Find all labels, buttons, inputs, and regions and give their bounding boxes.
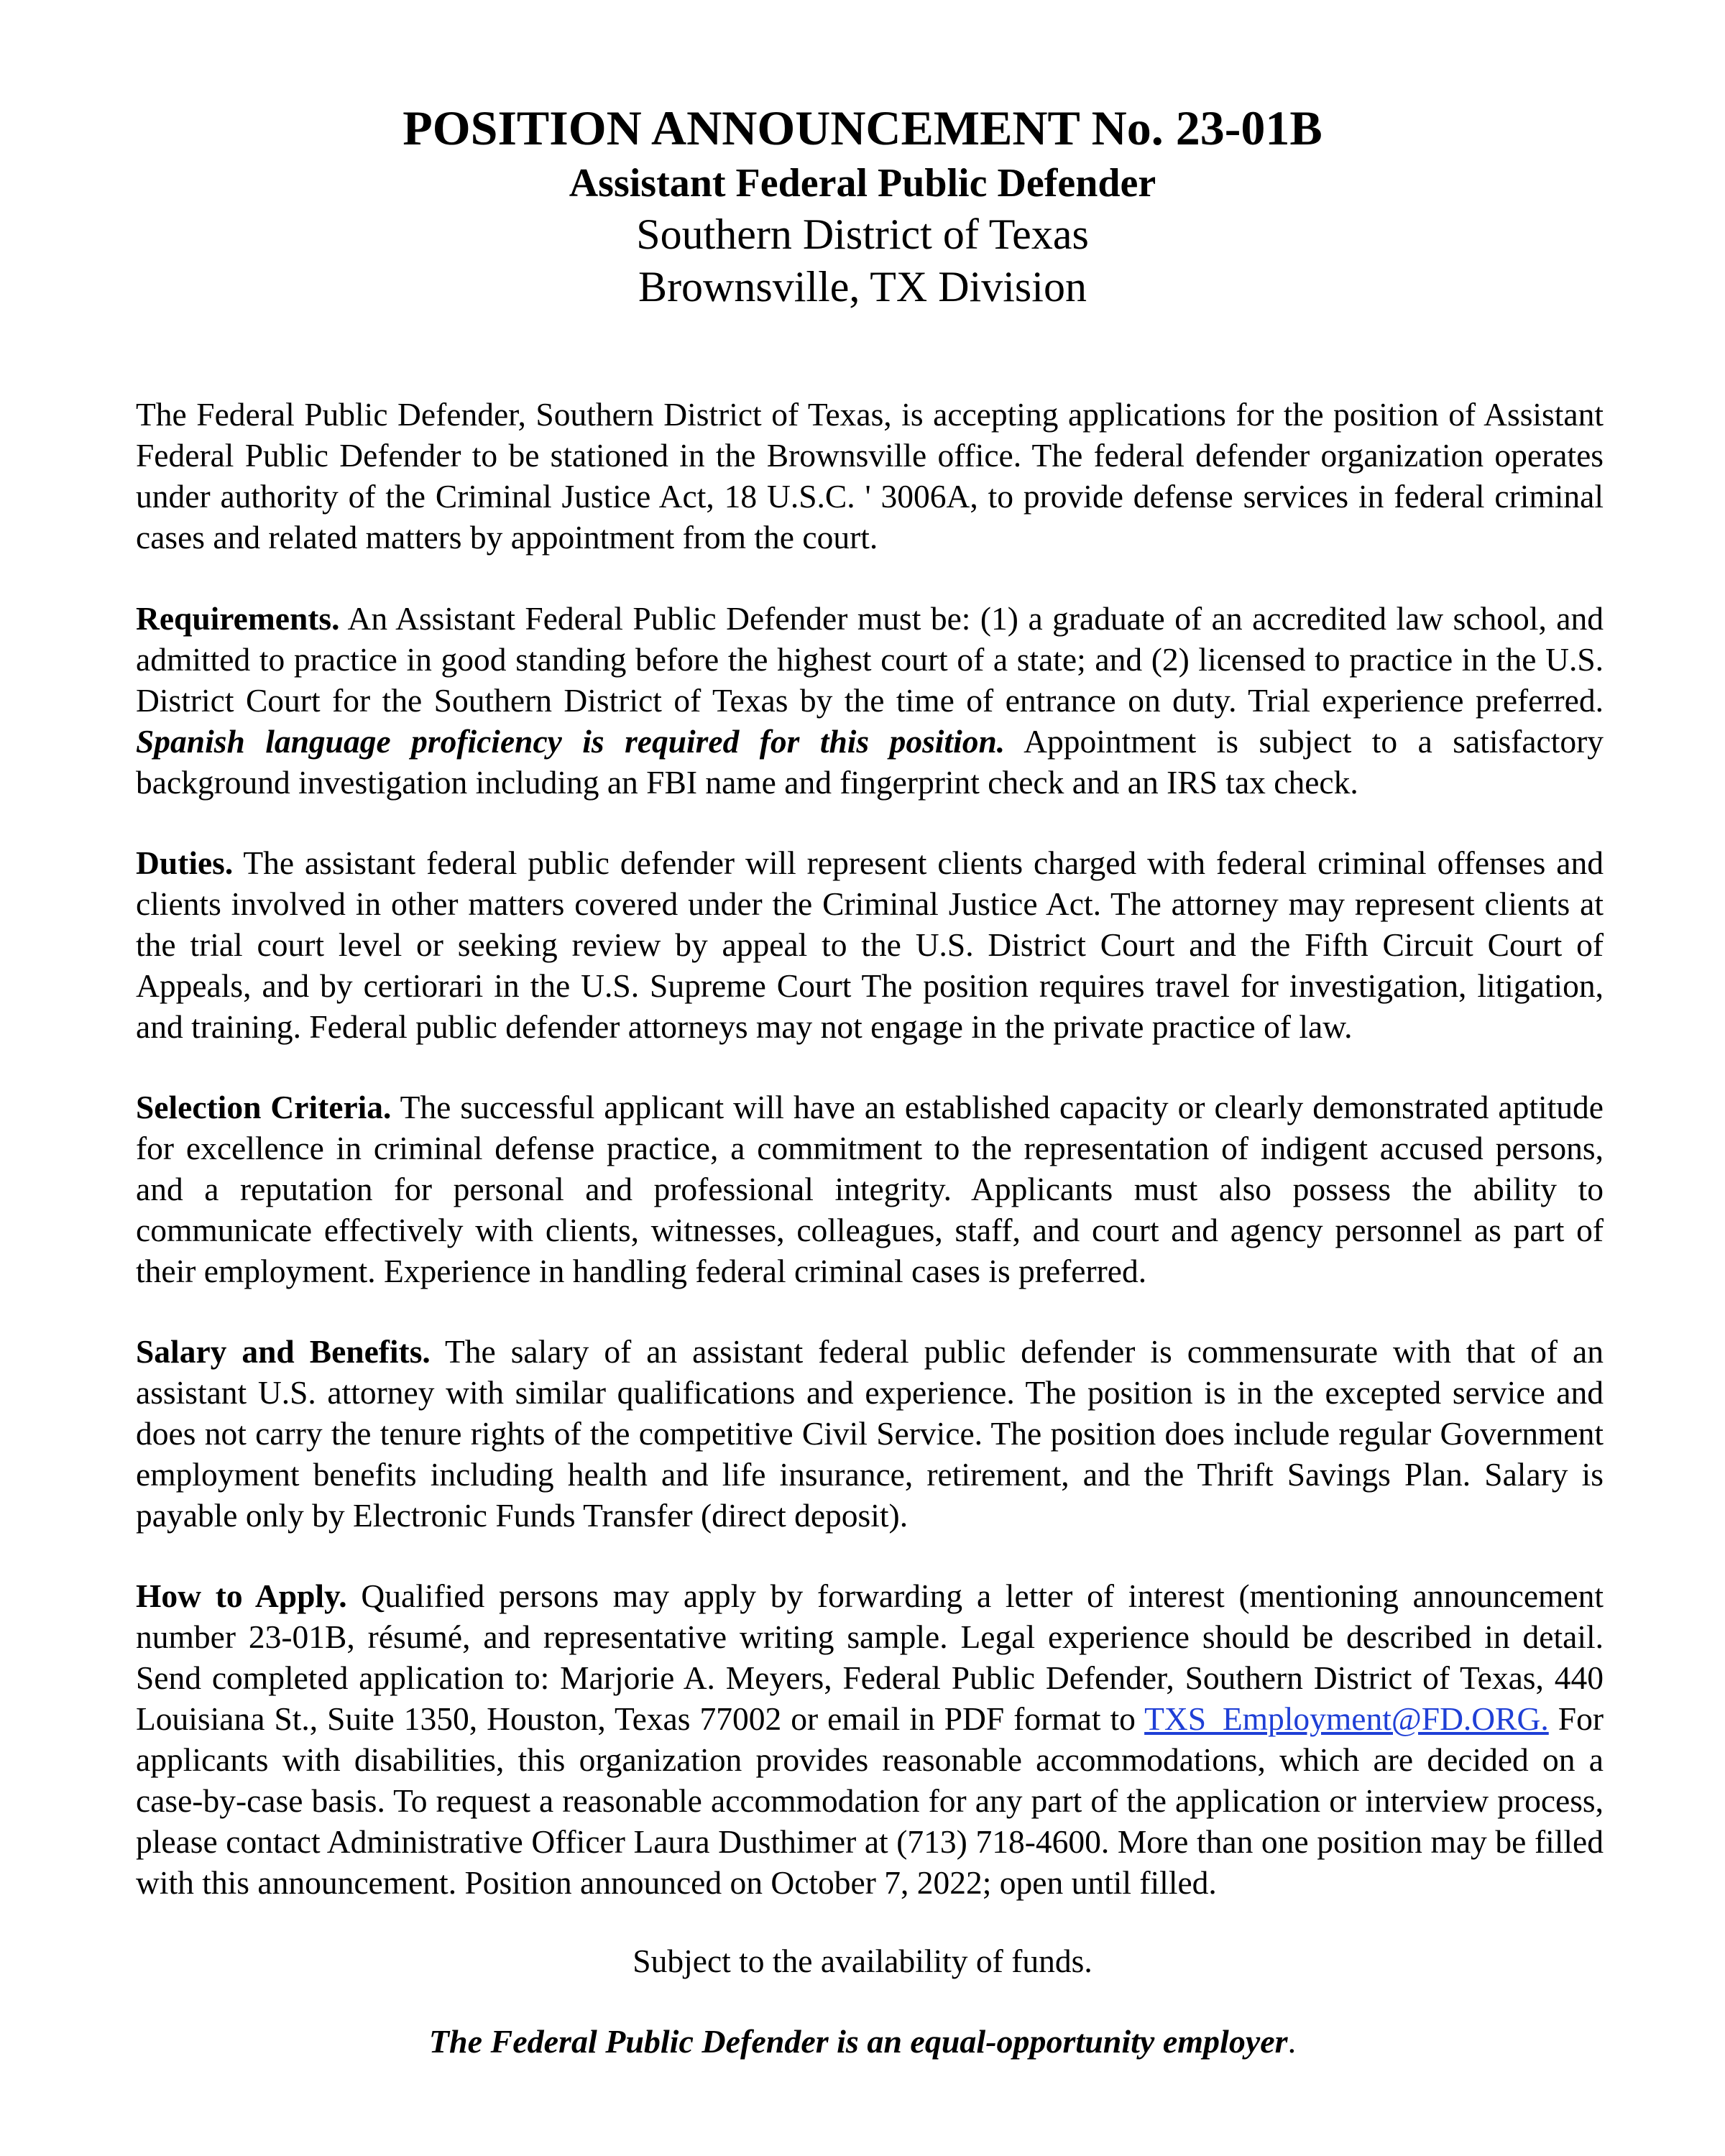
closing-text: The Federal Public Defender is an equal-opportunity employer [428,2023,1288,2060]
apply-text: Qualified persons may apply by forwarding a letter of interest (mentioning announcement number 23-01B, résumé, and representative writing sample. Legal experience should be described in detail. Send completed application to: Marjorie A. Meyers, Federal Public Defender, Southern District of Texas, 440 Louisiana St., Suite 1350, Houston, Texas 77002 or email in PDF format to [136,1577,1604,1737]
intro-paragraph [136,394,1604,558]
selection-text: The successful applicant will have an established capacity or clearly demonstrated aptitude for excellence in criminal defense practice, a commitment to the representation of indigent accused persons, and a reputation for personal and professional integrity. Applicants must also possess the ability to communicate effectively with clients, witnesses, colleagues, staff, and court and agency personnel as part of their employment. Experience in handling federal criminal cases is preferred. [136,1089,1604,1289]
funds-note: Subject to the availability of funds. [632,1943,1092,1979]
district-name: Southern District of Texas [636,211,1089,258]
requirements-text-after: Appointment is subject to a satisfactory background investigation including an FBI name and fingerprint check and an IRS tax check. [136,723,1604,801]
duties-text: The assistant federal public defender will represent clients charged with federal criminal offenses and clients involved in other matters covered under the Criminal Justice Act. The attorney may represent clients at the trial court level or seeking review by appeal to the U.S. District Court and the Fifth Circuit Court of Appeals, and by certiorari in the U.S. Supreme Court The position requires travel for investigation, litigation, and training. Federal public defender attorneys may not engage in the private practice of law. [136,844,1604,1045]
email-link[interactable]: TXS_Employment@FD.ORG. [1144,1700,1549,1737]
intro-text: The Federal Public Defender, Southern District of Texas, is accepting applications for the position of Assistant Federal Public Defender to be stationed in the Brownsville office. The federal defender organization operates under authority of the Criminal Justice Act, 18 U.S.C. ' 3006A, to provide defense services in federal criminal cases and related matters by appointment from the court. [136,396,1604,556]
duties-heading: Duties. [136,844,234,881]
spanish-requirement: Spanish language proficiency is required for this position. [136,723,1006,760]
salary-paragraph [136,1331,1604,1536]
page-title: POSITION ANNOUNCEMENT No. 23-01B [402,101,1322,155]
division-name: Brownsville, TX Division [638,263,1087,310]
requirements-paragraph [136,598,1604,803]
position-title: Assistant Federal Public Defender [569,161,1156,206]
selection-heading: Selection Criteria. [136,1089,392,1125]
apply-heading: How to Apply. [136,1577,347,1614]
salary-heading: Salary and Benefits. [136,1333,431,1370]
duties-paragraph [136,842,1604,1047]
requirements-heading: Requirements. [136,600,340,637]
selection-paragraph [136,1087,1604,1291]
apply-text-after: For applicants with disabilities, this organization provides reasonable accommodations, which are decided on a case-by-case basis. To request a reasonable accommodation for any part of the application or interview process, please contact Administrative Officer Laura Dusthimer at (713) 718-4600. More than one position may be filled with this announcement. Position announced on October 7, 2022; open until filled. [136,1700,1604,1901]
closing-statement [0,2021,1725,2063]
salary-text: The salary of an assistant federal public defender is commensurate with that of an assistant U.S. attorney with similar qualifications and experience. The position is in the excepted service and does not carry the tenure rights of the competitive Civil Service. The position does include regular Government employment benefits including health and life insurance, retirement, and the Thrift Savings Plan. Salary is payable only by Electronic Funds Transfer (direct deposit). [136,1333,1604,1534]
apply-paragraph [136,1575,1604,1903]
closing-period: . [1287,2023,1297,2060]
requirements-text: An Assistant Federal Public Defender must be: (1) a graduate of an accredited law school, and admitted to practice in good standing before the highest court of a state; and (2) licensed to practice in the U.S. District Court for the Southern District of Texas by the time of entrance on duty. Trial experience preferred. [136,600,1604,719]
